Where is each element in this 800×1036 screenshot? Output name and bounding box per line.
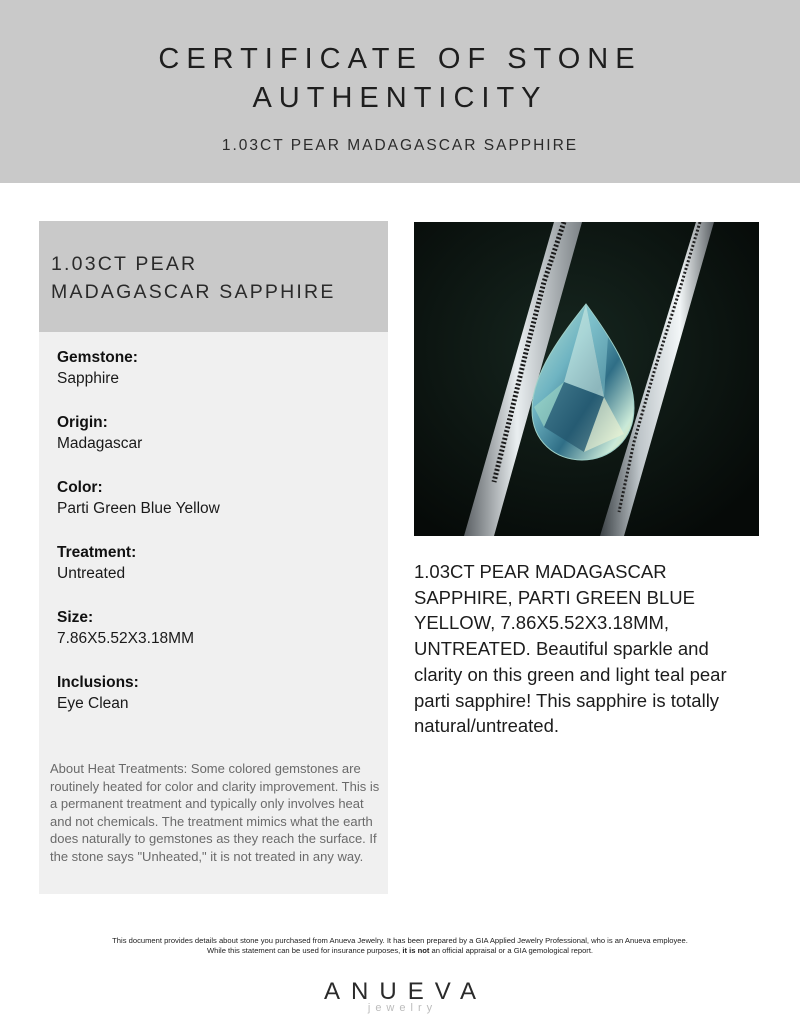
field-value: Eye Clean	[57, 695, 129, 712]
certificate-header	[0, 0, 800, 183]
field-color	[57, 477, 377, 542]
field-value: 7.86X5.52X3.18MM	[57, 630, 195, 647]
certificate-subtitle: 1.03CT PEAR MADAGASCAR SAPPHIRE	[221, 137, 579, 154]
disclaimer-emphasis: it is not	[402, 946, 430, 955]
disclaimer-line1: This document provides details about stone you purchased from Anueva Jewelry. It has been prepared by a GIA Applied Jewelry Professional, who is an Anueva employee.	[112, 936, 688, 945]
field-gemstone	[57, 347, 377, 412]
disclaimer-text: While this statement can be used for insurance purposes,	[206, 946, 401, 955]
field-origin	[57, 412, 377, 477]
stone-name	[51, 250, 381, 306]
field-label: Inclusions:	[57, 674, 139, 691]
field-treatment	[57, 542, 377, 607]
sapphire-photo	[414, 222, 759, 536]
field-value: Madagascar	[57, 435, 143, 452]
field-value: Parti Green Blue Yellow	[57, 500, 220, 517]
disclaimer-text: an official appraisal or a GIA gemological report.	[431, 946, 594, 955]
field-label: Color:	[57, 479, 103, 496]
field-label: Origin:	[57, 414, 108, 431]
stone-name-line2: MADAGASCAR SAPPHIRE	[51, 281, 336, 303]
field-value: Untreated	[57, 565, 126, 582]
stone-name-line1: 1.03CT PEAR	[51, 253, 198, 275]
field-label: Gemstone:	[57, 349, 138, 366]
logo-subtitle: jewelry	[367, 1002, 438, 1014]
disclaimer-line2	[0, 946, 800, 956]
logo-brand: ANUEVA	[324, 978, 487, 1005]
certificate-title	[0, 40, 800, 118]
anueva-logo	[0, 978, 800, 1014]
stone-details-panel	[39, 221, 388, 894]
certificate-title-line1: CERTIFICATE OF STONE	[158, 43, 642, 75]
certificate-title-line2: AUTHENTICITY	[252, 82, 548, 114]
field-value: Sapphire	[57, 370, 120, 387]
heat-treatment-note: About Heat Treatments: Some colored gemstones are routinely heated for color and clarity improvement. This is a permanent treatment and typically only involves heat and not chemicals. The treatment mimics what the earth does naturally to gemstones as they reach the surface. If the stone says "Unheated," it is not treated in any way.	[50, 761, 380, 864]
field-inclusions	[57, 672, 377, 737]
disclaimer-footer	[0, 936, 800, 956]
field-label: Size:	[57, 609, 94, 626]
field-label: Treatment:	[57, 544, 137, 561]
stone-fields	[57, 347, 377, 737]
stone-description: 1.03CT PEAR MADAGASCAR SAPPHIRE, PARTI GREEN BLUE YELLOW, 7.86X5.52X3.18MM, UNTREATED. Beautiful sparkle and clarity on this green and light teal pear parti sapphire! This sapphire is totally natural/untreated.	[414, 561, 727, 737]
field-size	[57, 607, 377, 672]
stone-name-header	[39, 221, 388, 332]
